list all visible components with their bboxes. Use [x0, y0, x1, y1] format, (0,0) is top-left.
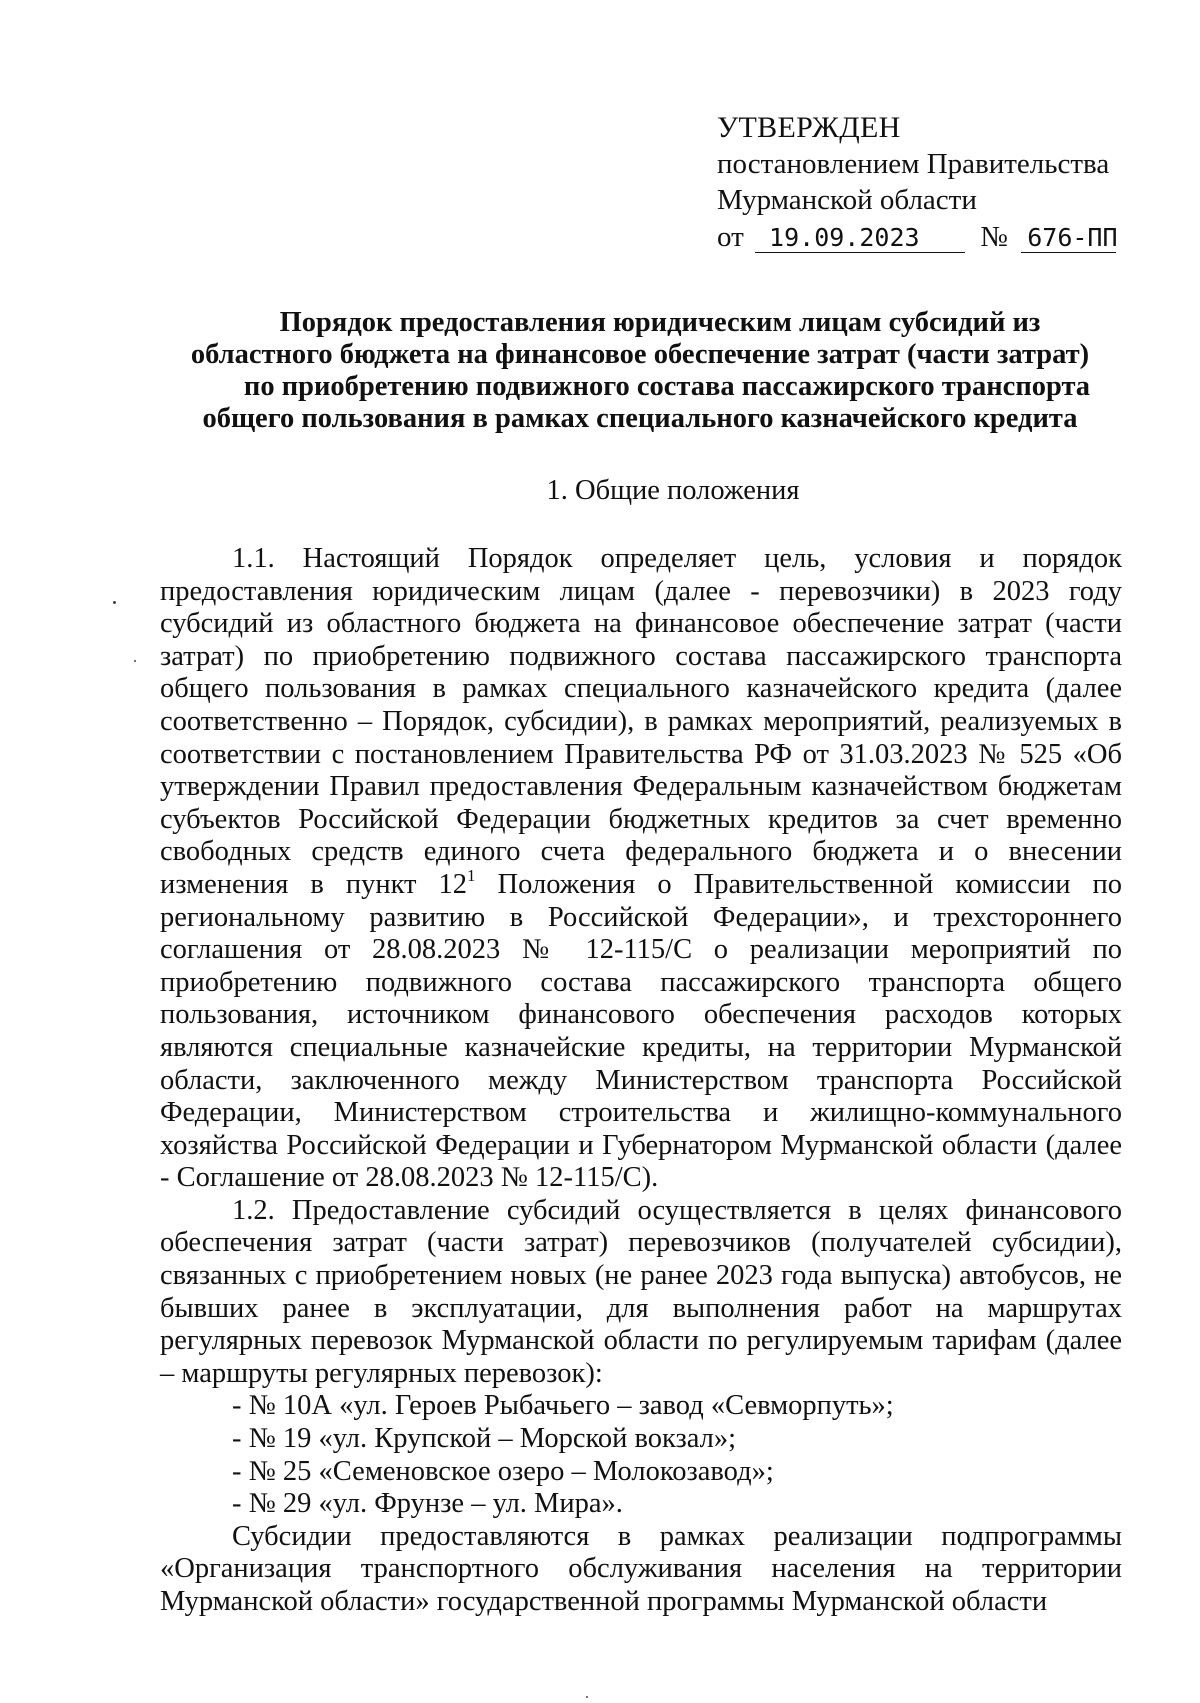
route-item: - № 29 «ул. Фрунзе – ул. Мира». [232, 1488, 623, 1520]
route-item: - № 10А «ул. Героев Рыбачьего – завод «Севморпуть»; [232, 1390, 894, 1422]
scan-speck [113, 601, 116, 604]
document-body [160, 543, 1122, 1619]
title-line-2: областного бюджета на финансовое обеспечение затрат (части затрат) [190, 339, 1090, 370]
scan-speck [134, 660, 136, 662]
title-line-4: общего пользования в рамках специального казначейского кредита [202, 403, 1078, 434]
section-heading: 1. Общие положения [546, 475, 800, 506]
approval-line-1: постановлением Правительства [717, 148, 1110, 180]
approval-number: 676-ПП [1021, 224, 1116, 253]
approval-title: УТВЕРЖДЕН [717, 111, 901, 144]
scan-speck [586, 1696, 588, 1698]
approval-date-row [717, 219, 1116, 255]
approval-date: 19.09.2023 [755, 224, 965, 253]
document-title [160, 307, 1120, 435]
title-line-1: Порядок предоставления юридическим лицам субсидий из [279, 307, 1041, 338]
date-prefix: от [717, 221, 744, 253]
superscript-mark: 1 [467, 865, 476, 885]
paragraph-1-1-text-a: 1.1. Настоящий Порядок определяет цель, условия и порядок предоставления юридическим лицам (далее - перевозчики) в 2023 году субсидий из областного бюджета на финансовое обеспечение затрат (части затрат) по приобретению подвижного состава пассажирского транспорта общего пользования в рамках специального казначейского кредита (далее соответственно – Порядок, субсидии), в рамках мероприятий, реализуемых в соответствии с постановлением Правительства РФ от 31.03.2023 № 525 «Об утверждении Правил предоставления Федеральным казначейством бюджетам субъектов Российской Федерации бюджетных кредитов за счет временно свободных средств единого счета федерального бюджета и о внесении изменения в пункт 12 [160, 543, 1122, 900]
approval-block [717, 110, 1116, 255]
paragraph-1-1 [160, 543, 1122, 1195]
number-prefix: № [980, 221, 1008, 253]
route-item: - № 25 «Семеновское озеро – Молокозавод»; [232, 1455, 774, 1487]
route-item: - № 19 «ул. Крупской – Морской вокзал»; [232, 1423, 737, 1455]
approval-line-2: Мурманской области [717, 184, 977, 216]
title-line-3: по приобретению подвижного состава пассажирского транспорта [243, 371, 1091, 402]
paragraph-subsidies: Субсидии предоставляются в рамках реализации подпрограммы «Организация транспортного обслуживания населения на территории Мурманской области» государственной программы Мурманской области [160, 1520, 1122, 1617]
paragraph-1-2: 1.2. Предоставление субсидий осуществляется в целях финансового обеспечения затрат (части затрат) перевозчиков (получателей субсидии), связанных с приобретением новых (не ранее 2023 года выпуска) автобусов, не бывших ранее в эксплуатации, для выполнения работ на маршрутах регулярных перевозок Мурманской области по регулируемым тарифам (далее – маршруты регулярных перевозок): [160, 1194, 1122, 1389]
paragraph-1-1-text-b: Положения о Правительственной комиссии по региональному развитию в Российской Федерации», и трехстороннего соглашения от 28.08.2023 № 12-115/С о реализации мероприятий по приобретению подвижного состава пассажирского транспорта общего пользования, источником финансового обеспечения расходов которых являются специальные казначейские кредиты, на территории Мурманской области, заключенного между Министерством транспорта Российской Федерации, Министерством строительства и жилищно-коммунального хозяйства Российской Федерации и Губернатором Мурманской области (далее - Соглашение от 28.08.2023 № 12-115/С). [160, 868, 1122, 1194]
